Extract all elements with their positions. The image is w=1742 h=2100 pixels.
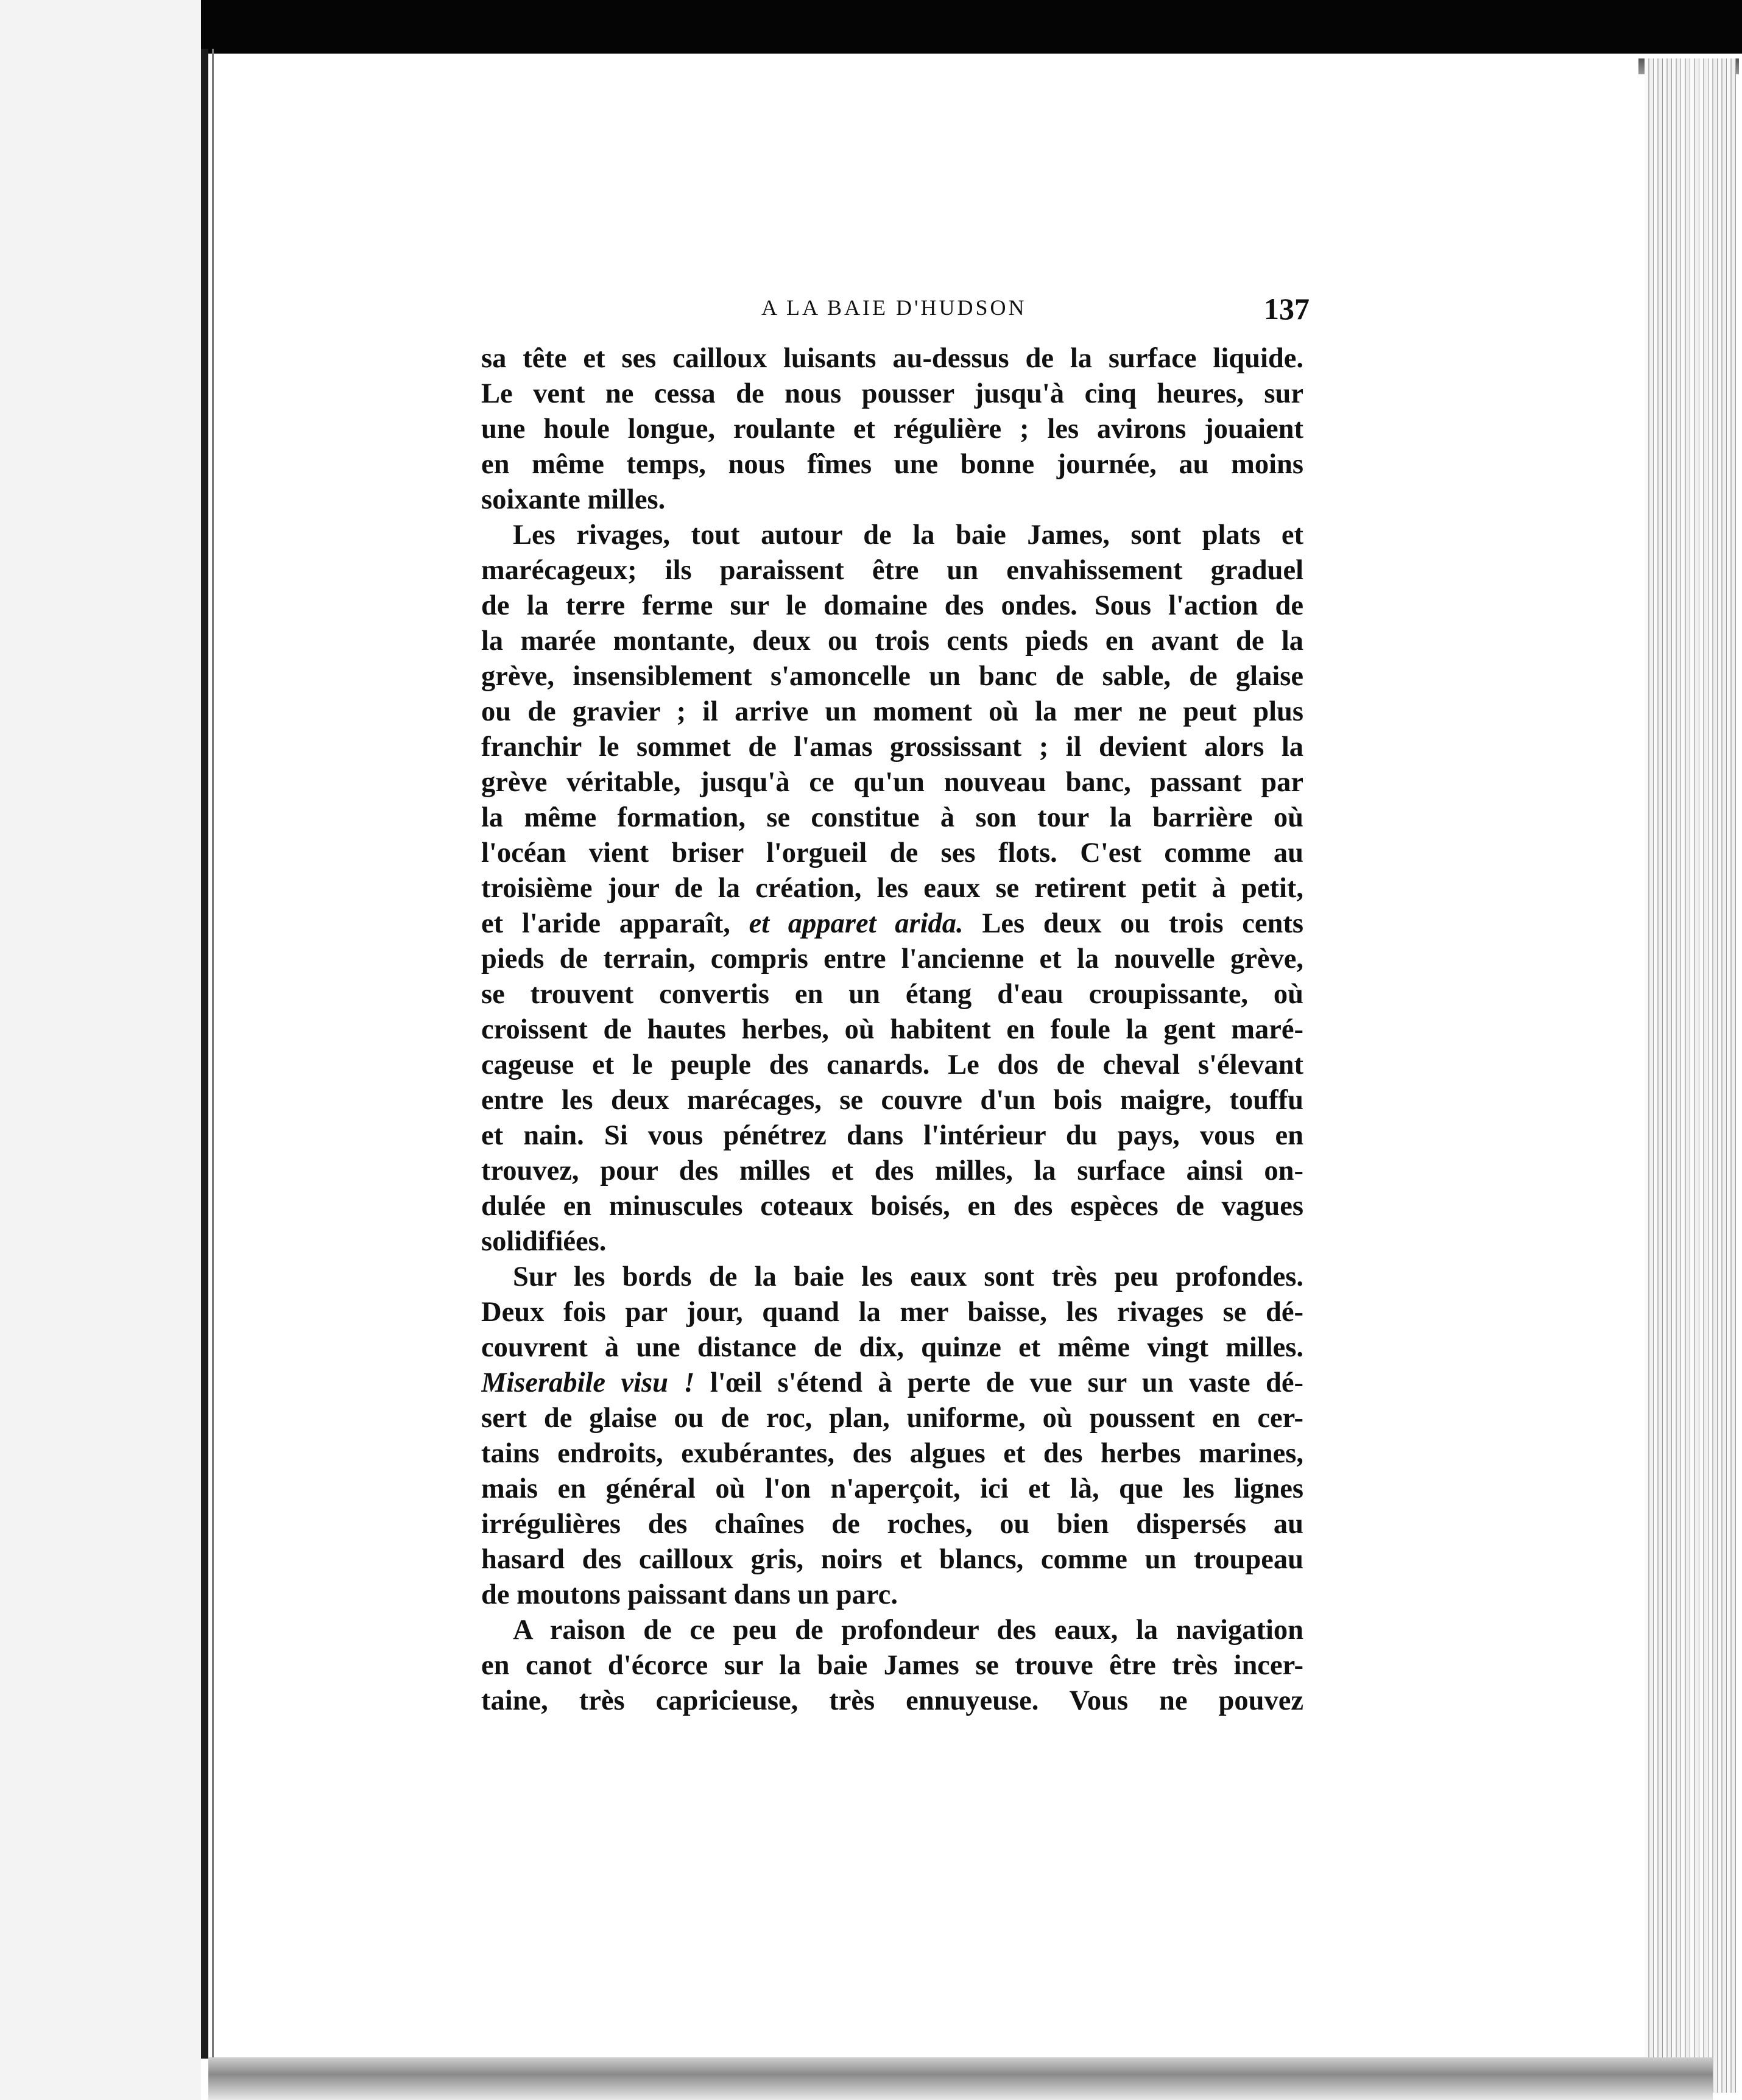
body-text	[481, 341, 1303, 1719]
text-line: en canot d'écorce sur la baie James se trouve être très incer-	[481, 1650, 1303, 1681]
text-line: irrégulières des chaînes de roches, ou bien dispersés au	[481, 1509, 1303, 1540]
text-line: pieds de terrain, compris entre l'ancienne et la nouvelle grève,	[481, 943, 1303, 974]
text-line: soixante milles.	[481, 484, 666, 515]
text-segment: et l'aride apparaît,	[481, 908, 730, 939]
latin-quote: et apparet arida.	[749, 908, 964, 939]
text-line: cageuse et le peuple des canards. Le dos de cheval s'élevant	[481, 1049, 1303, 1080]
page-bottom-shadow	[208, 2057, 1713, 2100]
scan-top-border	[0, 0, 1742, 54]
text-line: troisième jour de la création, les eaux se retirent petit à petit,	[481, 873, 1303, 904]
book-gutter-edge	[212, 49, 214, 2059]
text-line: grève, insensiblement s'amoncelle un banc de sable, de glaise	[481, 661, 1303, 692]
text-line: en même temps, nous fîmes une bonne journée, au moins	[481, 449, 1303, 480]
running-title: A LA BAIE D'HUDSON	[761, 295, 1027, 320]
text-segment: l'œil s'étend à perte de vue sur un vaste dé-	[710, 1367, 1303, 1398]
text-line: Le vent ne cessa de nous pousser jusqu'à cinq heures, sur	[481, 378, 1303, 409]
text-line: Sur les bords de la baie les eaux sont très peu profondes.	[513, 1261, 1303, 1292]
text-line: grève véritable, jusqu'à ce qu'un nouveau banc, passant par	[481, 767, 1303, 798]
text-line: taine, très capricieuse, très ennuyeuse. Vous ne pouvez	[481, 1685, 1303, 1716]
text-line: trouvez, pour des milles et des milles, la surface ainsi on-	[481, 1155, 1303, 1186]
text-line: croissent de hautes herbes, où habitent en foule la gent maré-	[481, 1014, 1303, 1045]
text-line: de moutons paissant dans un parc.	[481, 1579, 898, 1610]
text-line: sa tête et ses cailloux luisants au-dessus de la surface liquide.	[481, 343, 1303, 374]
page-number: 137	[1264, 292, 1310, 326]
text-segment: Les deux ou trois cents	[982, 908, 1303, 939]
text-line: franchir le sommet de l'amas grossissant ; il devient alors la	[481, 731, 1303, 763]
text-line: ou de gravier ; il arrive un moment où la mer ne peut plus	[481, 696, 1303, 727]
text-line: Les rivages, tout autour de la baie James, sont plats et	[513, 520, 1303, 551]
facing-page-margin	[0, 0, 201, 2100]
text-line: la marée montante, deux ou trois cents pieds en avant de la	[481, 625, 1303, 657]
text-line: entre les deux marécages, se couvre d'un bois maigre, touffu	[481, 1085, 1303, 1116]
text-line-mixed	[481, 1365, 1303, 1401]
text-line: mais en général où l'on n'aperçoit, ici et là, que les lignes	[481, 1473, 1303, 1504]
text-line: dulée en minuscules coteaux boisés, en des espèces de vagues	[481, 1191, 1303, 1222]
text-line-mixed	[481, 906, 1303, 942]
latin-quote: Miserabile visu !	[481, 1367, 695, 1398]
text-line: hasard des cailloux gris, noirs et blancs, comme un troupeau	[481, 1544, 1303, 1575]
text-line: couvrent à une distance de dix, quinze et même vingt milles.	[481, 1332, 1303, 1363]
text-line: sert de glaise ou de roc, plan, uniforme, où poussent en cer-	[481, 1403, 1303, 1434]
text-line: tains endroits, exubérantes, des algues et des herbes marines,	[481, 1438, 1303, 1469]
text-line: se trouvent convertis en un étang d'eau croupissante, où	[481, 979, 1303, 1010]
text-line: marécageux; ils paraissent être un envahissement graduel	[481, 555, 1303, 586]
text-line: l'océan vient briser l'orgueil de ses flots. C'est comme au	[481, 837, 1303, 869]
page-header	[481, 292, 1310, 331]
text-line: Deux fois par jour, quand la mer baisse, les rivages se dé-	[481, 1297, 1303, 1328]
text-line: solidifiées.	[481, 1226, 607, 1257]
book-gutter	[201, 49, 208, 2059]
text-line: et nain. Si vous pénétrez dans l'intérieur du pays, vous en	[481, 1120, 1303, 1151]
stacked-page-edges	[1645, 58, 1736, 2093]
text-line: une houle longue, roulante et régulière ; les avirons jouaient	[481, 414, 1303, 445]
text-line: A raison de ce peu de profondeur des eaux, la navigation	[513, 1615, 1303, 1646]
text-line: de la terre ferme sur le domaine des ondes. Sous l'action de	[481, 590, 1303, 621]
text-line: la même formation, se constitue à son tour la barrière où	[481, 802, 1303, 833]
